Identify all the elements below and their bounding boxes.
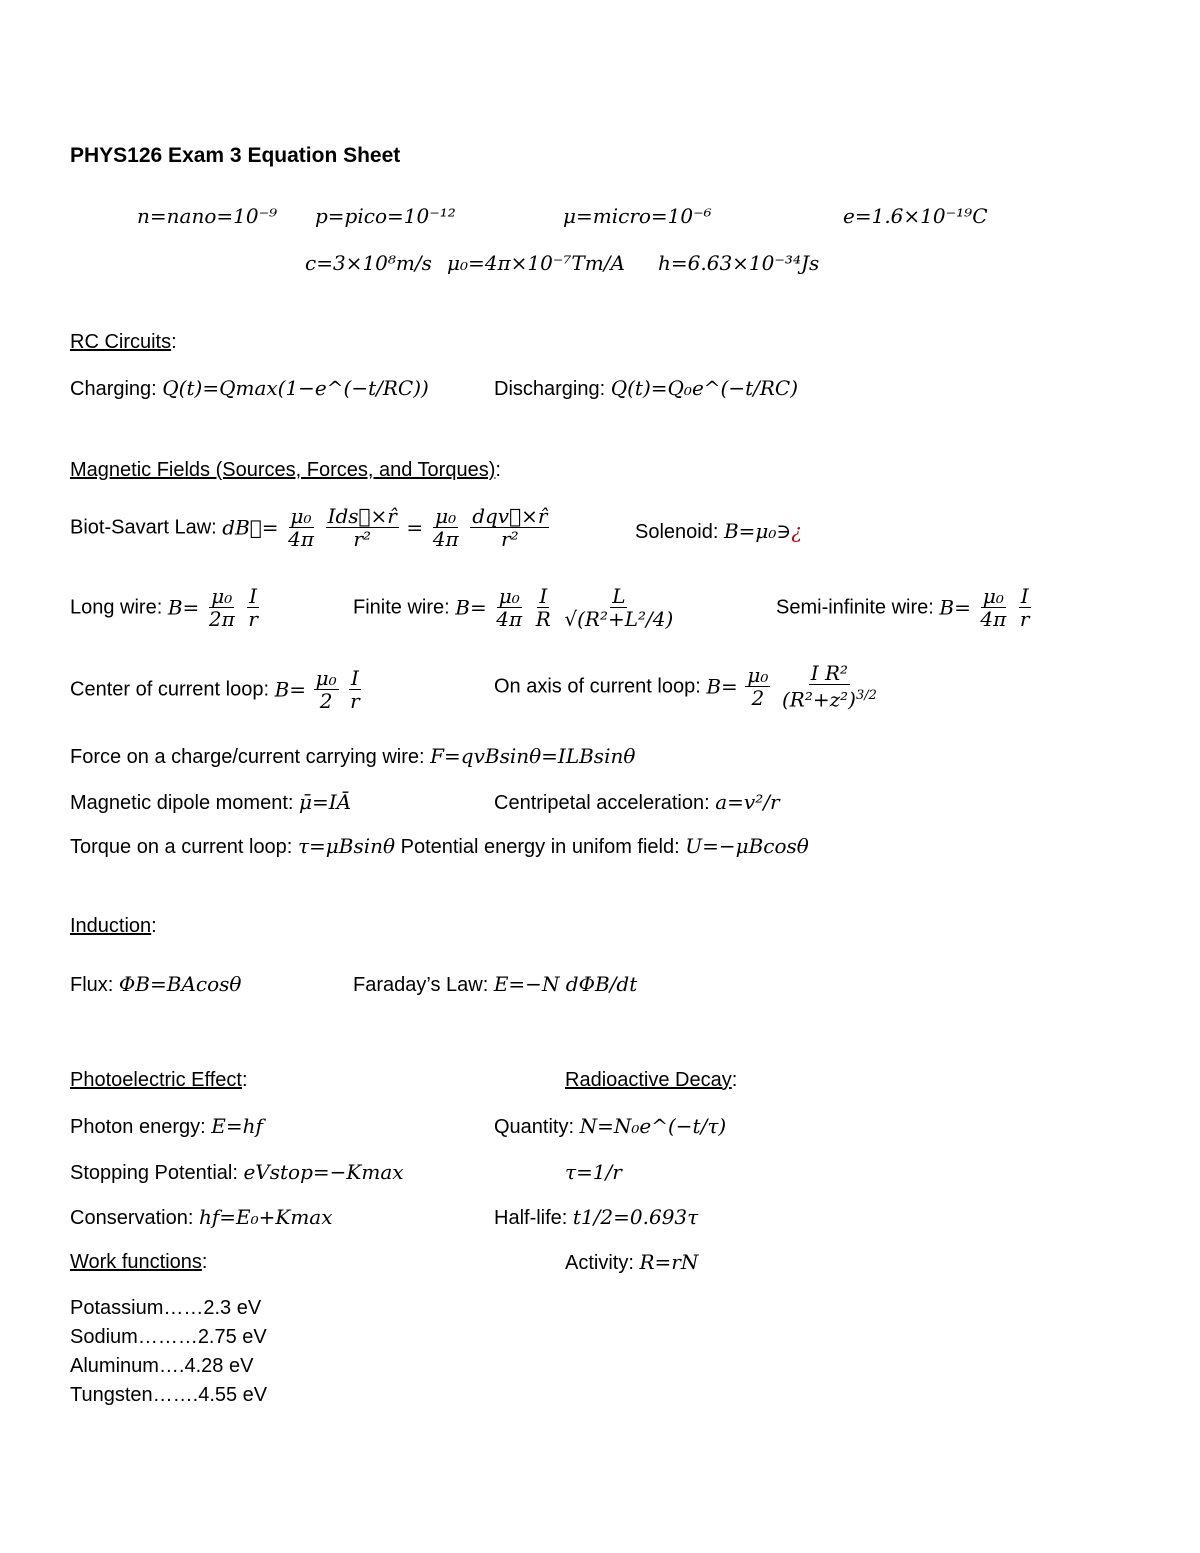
- half-life-equation: t1/2=0.693τ: [572, 1205, 699, 1229]
- axis-loop-row: [494, 662, 881, 711]
- semi-infinite-wire-row: [776, 585, 1033, 630]
- biot-savart-label: Biot-Savart Law:: [70, 516, 217, 539]
- constant-micro: μ=micro=10⁻⁶: [563, 204, 712, 228]
- charging-equation: Q(t)=Qmax(1−e^(−t/RC)): [162, 376, 429, 400]
- rc-heading: RC Circuits:: [70, 331, 177, 353]
- half-life-row: [494, 1205, 698, 1230]
- induction-heading-text: Induction: [70, 915, 152, 937]
- work-function-item: Potassium……2.3 eV: [70, 1297, 262, 1319]
- quantity-row: [494, 1114, 726, 1139]
- rc-discharging-row: [494, 376, 798, 401]
- faraday-row: [353, 972, 637, 997]
- dipole-equation: μ̄=IĀ: [299, 790, 352, 814]
- semi-infinite-label: Semi-infinite wire:: [776, 596, 934, 619]
- work-function-item: Sodium………2.75 eV: [70, 1326, 267, 1348]
- stopping-potential-row: [70, 1160, 404, 1185]
- semi-infinite-lhs: B=: [939, 595, 971, 620]
- work-functions-heading: Work functions:: [70, 1251, 208, 1273]
- faraday-equation: E=−N dΦB/dt: [493, 972, 638, 996]
- long-wire-label: Long wire:: [70, 596, 163, 619]
- potential-energy-label: Potential energy in unifom field:: [400, 836, 680, 858]
- photon-energy-label: Photon energy:: [70, 1116, 206, 1138]
- constant-nano: n=nano=10⁻⁹: [137, 204, 278, 228]
- constant-electron-charge: e=1.6×10⁻¹⁹C: [843, 204, 988, 228]
- work-function-item: Tungsten…….4.55 eV: [70, 1384, 268, 1406]
- tau-equation: τ=1/r: [565, 1160, 622, 1184]
- long-wire-row: [70, 585, 262, 630]
- centripetal-row: [494, 790, 780, 815]
- tau-row: [565, 1160, 622, 1185]
- biot-fraction-mu0: $\frac{\text{μ₀}}{4\pi}$: [288, 504, 314, 551]
- half-life-label: Half-life:: [494, 1207, 568, 1229]
- faraday-label: Faraday’s Law:: [353, 974, 489, 996]
- solenoid-label: Solenoid:: [635, 521, 719, 543]
- long-wire-fraction-mu0: $\frac{\text{μ₀}}{2\pi}$: [208, 584, 235, 631]
- finite-wire-row: [353, 585, 677, 630]
- biot-savart-lhs: dB⃗=: [222, 515, 279, 540]
- photoelectric-heading-text: Photoelectric Effect: [70, 1069, 242, 1091]
- force-label: Force on a charge/current carrying wire:: [70, 746, 425, 768]
- center-loop-lhs: B=: [274, 677, 307, 702]
- solenoid-row: [635, 519, 802, 544]
- photon-energy-row: [70, 1114, 263, 1139]
- semi-infinite-fraction-mu0: $\frac{\text{μ₀}}{4\pi}$: [980, 584, 1007, 631]
- axis-loop-label: On axis of current loop:: [494, 675, 701, 698]
- induction-heading: Induction:: [70, 915, 157, 937]
- flux-label: Flux:: [70, 974, 114, 996]
- work-function-item: Aluminum….4.28 eV: [70, 1355, 254, 1377]
- constant-mu0: μ₀=4π×10⁻⁷Tm/A: [447, 251, 625, 275]
- biot-fraction-dq: $\frac{\text{dqv⃗×r̂}}{\text{r²}}$: [472, 504, 548, 551]
- solenoid-error-glyph: ¿: [791, 519, 802, 543]
- activity-equation: R=rN: [639, 1250, 699, 1274]
- work-functions-heading-text: Work functions: [70, 1251, 202, 1273]
- biot-savart-equals: =: [406, 515, 424, 540]
- torque-equation: τ=μBsinθ: [297, 834, 396, 858]
- finite-wire-lhs: B=: [455, 595, 487, 620]
- photon-energy-equation: E=hf: [211, 1114, 263, 1138]
- quantity-label: Quantity:: [494, 1116, 575, 1138]
- finite-wire-label: Finite wire:: [353, 596, 450, 619]
- photoelectric-heading: Photoelectric Effect:: [70, 1069, 248, 1091]
- center-loop-fraction-mu0: $\frac{\text{μ₀}}{2}$: [315, 666, 337, 713]
- center-loop-row: [70, 667, 364, 712]
- magnetic-heading-text: Magnetic Fields (Sources, Forces, and Torques): [70, 459, 496, 481]
- biot-fraction-mu0-2: $\frac{\text{μ₀}}{4\pi}$: [432, 504, 459, 551]
- torque-label: Torque on a current loop:: [70, 836, 293, 858]
- axis-loop-lhs: B=: [706, 674, 738, 699]
- dipole-row: [70, 790, 351, 815]
- conservation-row: [70, 1205, 333, 1230]
- flux-row: [70, 972, 241, 997]
- centripetal-label: Centripetal acceleration:: [494, 792, 710, 814]
- discharging-equation: Q(t)=Q₀e^(−t/RC): [610, 376, 799, 400]
- page-title: PHYS126 Exam 3 Equation Sheet: [70, 144, 401, 167]
- biot-savart-row: [70, 505, 551, 550]
- radioactive-heading: Radioactive Decay:: [565, 1069, 738, 1091]
- biot-fraction-ids: $\frac{\text{Ids⃗×r̂}}{\text{r²}}$: [327, 504, 397, 551]
- radioactive-heading-text: Radioactive Decay: [565, 1069, 732, 1091]
- constant-speed-of-light: c=3×10⁸m/s: [305, 251, 432, 275]
- centripetal-equation: a=v²/r: [715, 790, 780, 814]
- magnetic-heading: Magnetic Fields (Sources, Forces, and Torques):: [70, 459, 501, 481]
- solenoid-equation: B=μ₀∋: [723, 519, 792, 543]
- long-wire-fraction-ir: $\frac{I}{r}$: [248, 584, 258, 631]
- semi-infinite-fraction-ir: $\frac{I}{r}$: [1019, 584, 1030, 631]
- stopping-potential-equation: eVstop=−Kmax: [243, 1160, 404, 1184]
- axis-loop-fraction-ir2: $\frac{\text{I R²}}{(R^2+z^2)^{3/2}}$: [781, 661, 877, 712]
- finite-wire-fraction-ir: $\frac{I}{R}$: [535, 584, 551, 631]
- rc-charging-row: [70, 376, 429, 401]
- center-loop-label: Center of current loop:: [70, 678, 269, 701]
- conservation-label: Conservation:: [70, 1207, 194, 1229]
- flux-equation: ΦB=BAcosθ: [118, 972, 242, 996]
- finite-wire-fraction-l: $\frac{L}{\text{√(R²+L²/4)}}$: [564, 584, 674, 631]
- constant-pico: p=pico=10⁻¹²: [315, 204, 456, 228]
- conservation-equation: hf=E₀+Kmax: [198, 1205, 333, 1229]
- activity-row: [565, 1250, 698, 1275]
- charging-label: Charging:: [70, 378, 157, 400]
- activity-label: Activity:: [565, 1252, 634, 1274]
- dipole-label: Magnetic dipole moment:: [70, 792, 294, 814]
- quantity-equation: N=N₀e^(−t/τ): [579, 1114, 727, 1138]
- potential-energy-equation: U=−μBcosθ: [685, 834, 809, 858]
- discharging-label: Discharging:: [494, 378, 606, 400]
- torque-energy-row: [70, 834, 809, 859]
- stopping-potential-label: Stopping Potential:: [70, 1162, 238, 1184]
- center-loop-fraction-ir: $\frac{I}{r}$: [350, 666, 360, 713]
- force-row: [70, 744, 635, 769]
- finite-wire-fraction-mu0: $\frac{\text{μ₀}}{4\pi}$: [496, 584, 523, 631]
- work-functions-list: [70, 1294, 267, 1410]
- constant-planck: h=6.63×10⁻³⁴Js: [658, 251, 820, 275]
- force-equation: F=qvBsinθ=ILBsinθ: [430, 744, 636, 768]
- rc-heading-text: RC Circuits: [70, 331, 172, 353]
- long-wire-lhs: B=: [167, 595, 200, 620]
- axis-loop-fraction-mu0: $\frac{\text{μ₀}}{2}$: [747, 662, 769, 710]
